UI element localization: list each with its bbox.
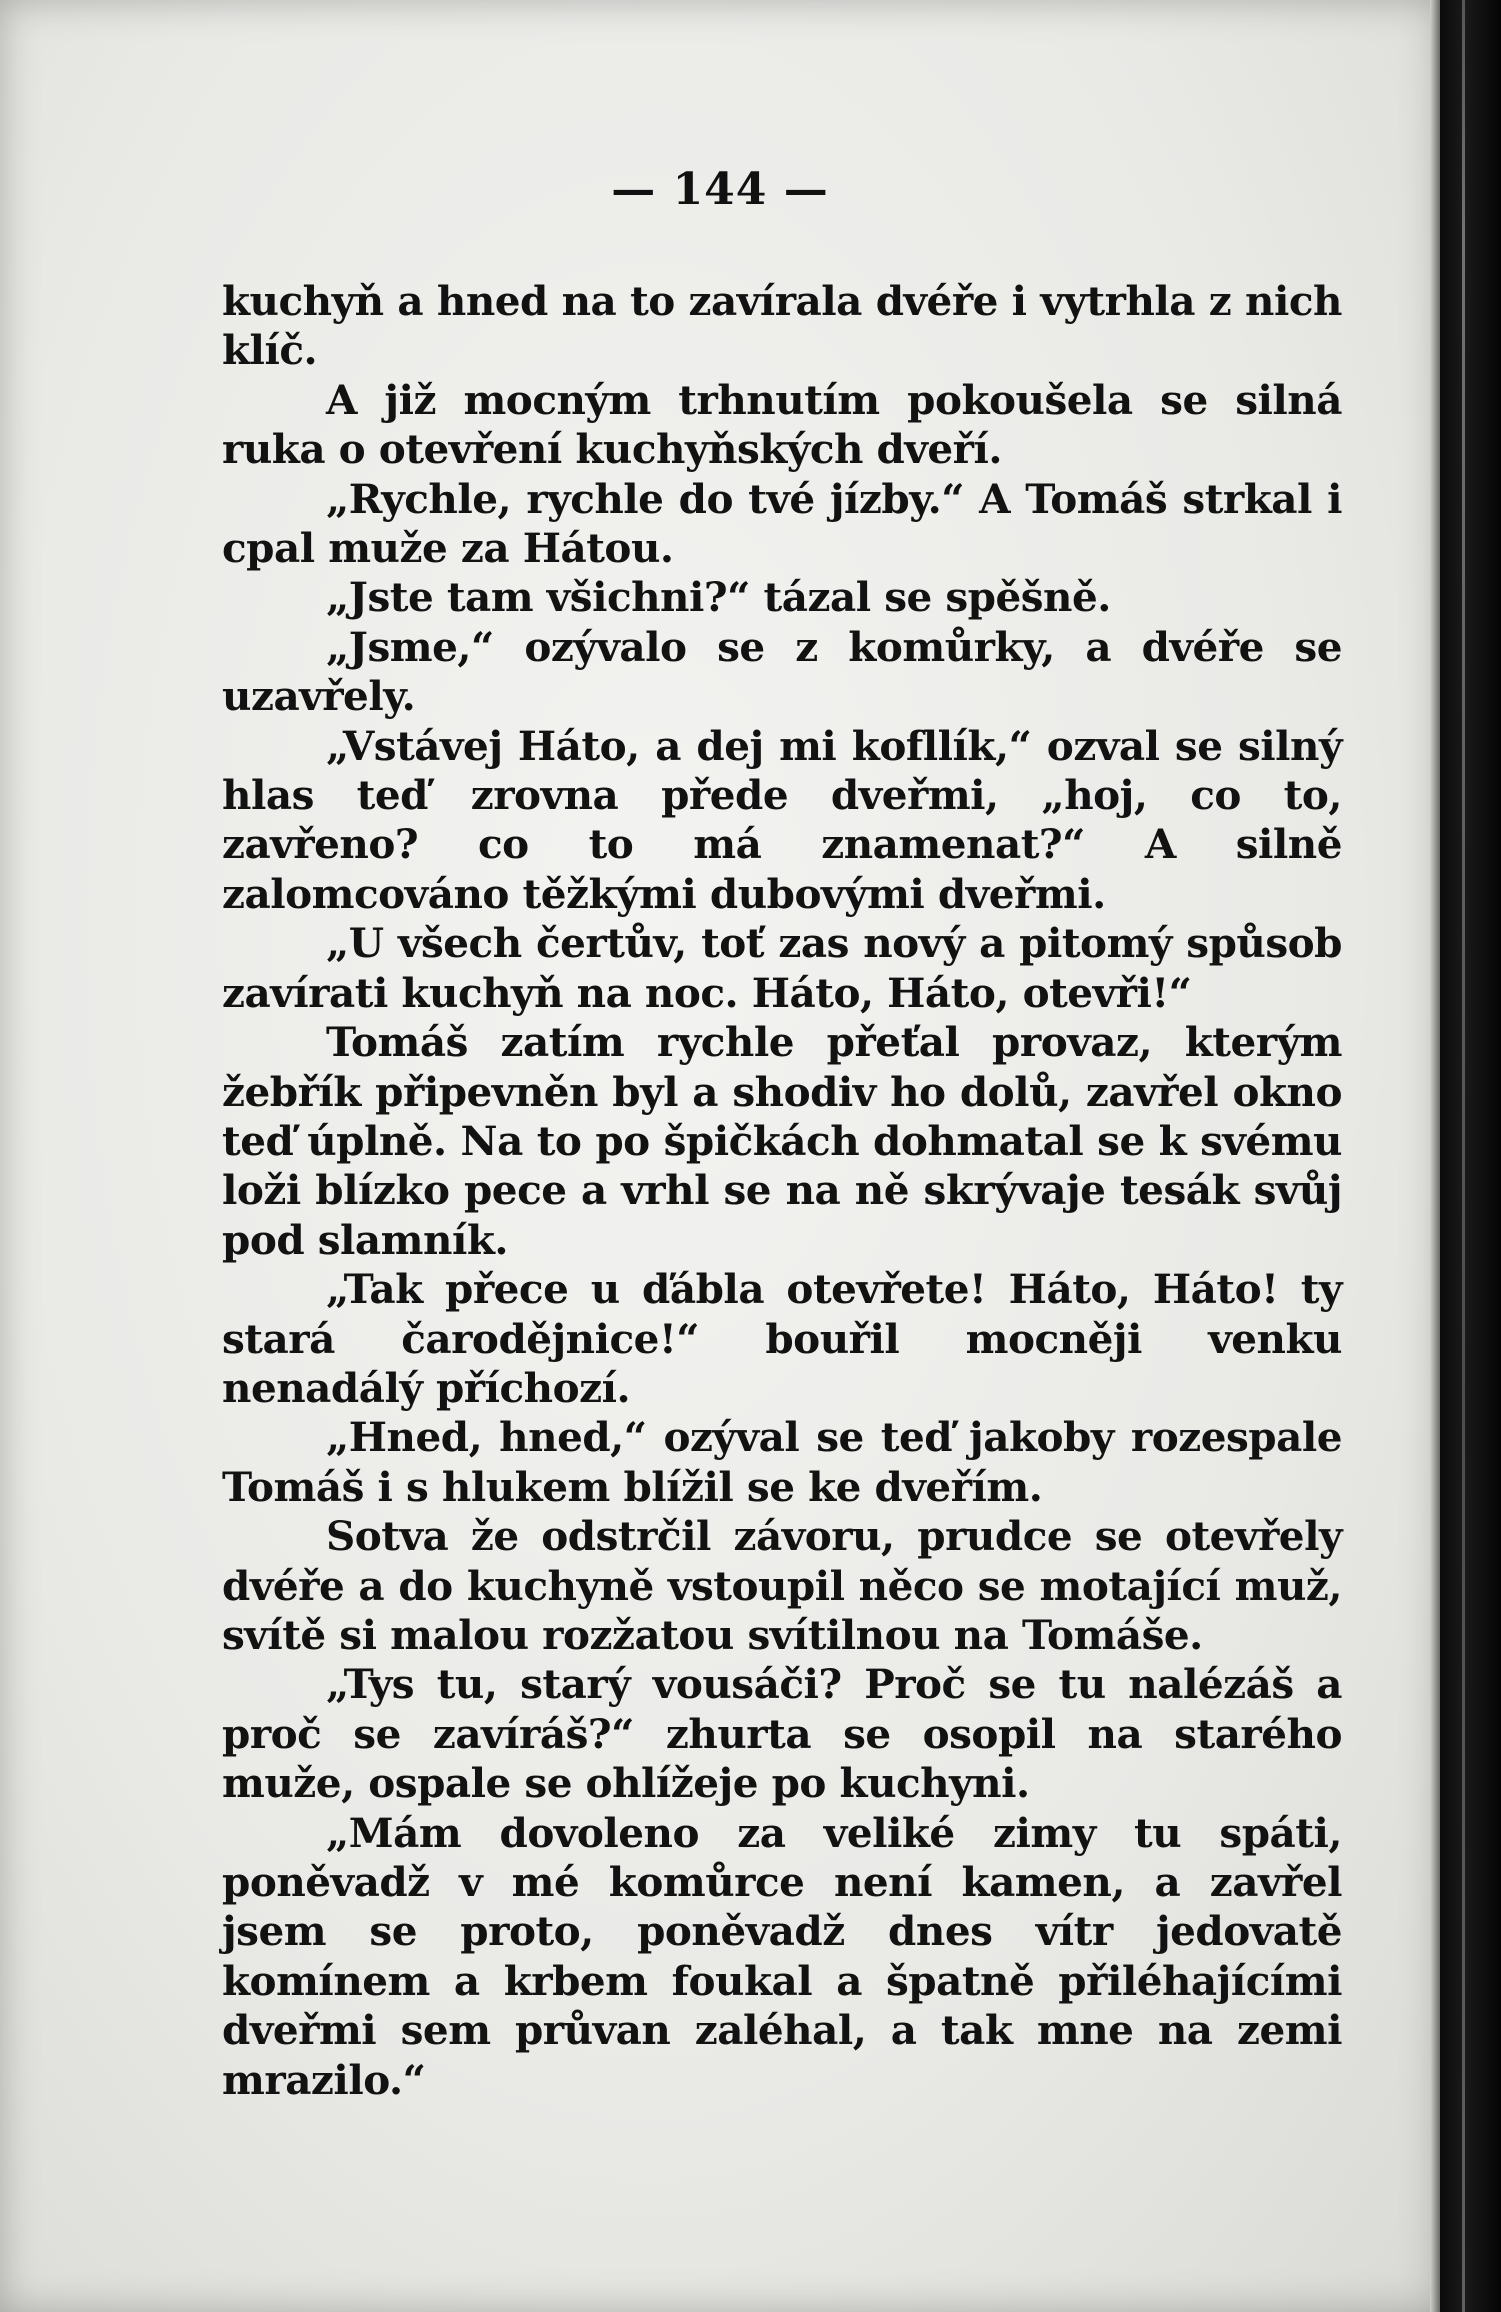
paragraph: „Jste tam všichni?“ tázal se spěšně. xyxy=(326,573,1111,622)
paragraph: „U všech čertův, toť zas nový a pitomý spůsob zavírati kuchyň na noc. Háto, Háto, otevři!“ xyxy=(222,919,1342,1017)
paragraph: Sotva že odstrčil závoru, prudce se otevřely dvéře a do kuchyně vstoupil něco se motající muž, svítě si malou rozžatou svítilnou na Tomáše. xyxy=(222,1512,1342,1659)
page-number: — 144 — xyxy=(611,164,829,215)
paragraph: kuchyň a hned na to zavírala dvéře i vytrhla z nich klíč. xyxy=(222,277,1342,375)
paragraph: „Jsme,“ ozývalo se z komůrky, a dvéře se uzavřely. xyxy=(222,622,1342,721)
paragraph: „Mám dovoleno za veliké zimy tu spáti, poněvadž v mé komůrce není kamen, a zavřel jsem se proto, poněvadž dnes vítr jedovatě komínem a krbem foukal a špatně přiléhajícími dveřmi sem průvan zaléhal, a tak mne na zemi mrazilo.“ xyxy=(222,1808,1342,2104)
paragraph: A již mocným trhnutím pokoušela se silná ruka o otevření kuchyňských dveří. xyxy=(222,375,1342,474)
book-spine-edge xyxy=(1440,0,1501,2312)
paragraph: „Rychle, rychle do tvé jízby.“ A Tomáš strkal i cpal muže za Hátou. xyxy=(222,474,1342,573)
edge-highlight xyxy=(1462,0,1465,2312)
paragraph: „Tak přece u ďábla otevřete! Háto, Háto! ty stará čarodějnice!“ bouřil mocněji venku nenadálý příchozí. xyxy=(222,1265,1342,1412)
paragraph: „Hned, hned,“ ozýval se teď jakoby rozespale Tomáš i s hlukem blížil se ke dveřím. xyxy=(222,1413,1342,1511)
paragraph: Tomáš zatím rychle přeťal provaz, kterým žebřík připevněn byl a shodiv ho dolů, zavřel okno teď úplně. Na to po špičkách dohmatal se k svému loži blízko pece a vrhl se na ně skrývaje tesák svůj pod slamník. xyxy=(222,1018,1342,1264)
body-text xyxy=(222,277,1342,2105)
paragraph: „Tys tu, starý vousáči? Proč se tu nalézáš a proč se zavíráš?“ zhurta se osopil na starého muže, ospale se ohlížeje po kuchyni. xyxy=(222,1660,1342,1808)
paragraph: „Vstávej Háto, a dej mi kofllík,“ ozval se silný hlas teď zrovna přede dveřmi, „hoj, co to, zavřeno? co to má znamenat?“ A silně zalomcováno těžkými dubovými dveřmi. xyxy=(222,721,1342,918)
